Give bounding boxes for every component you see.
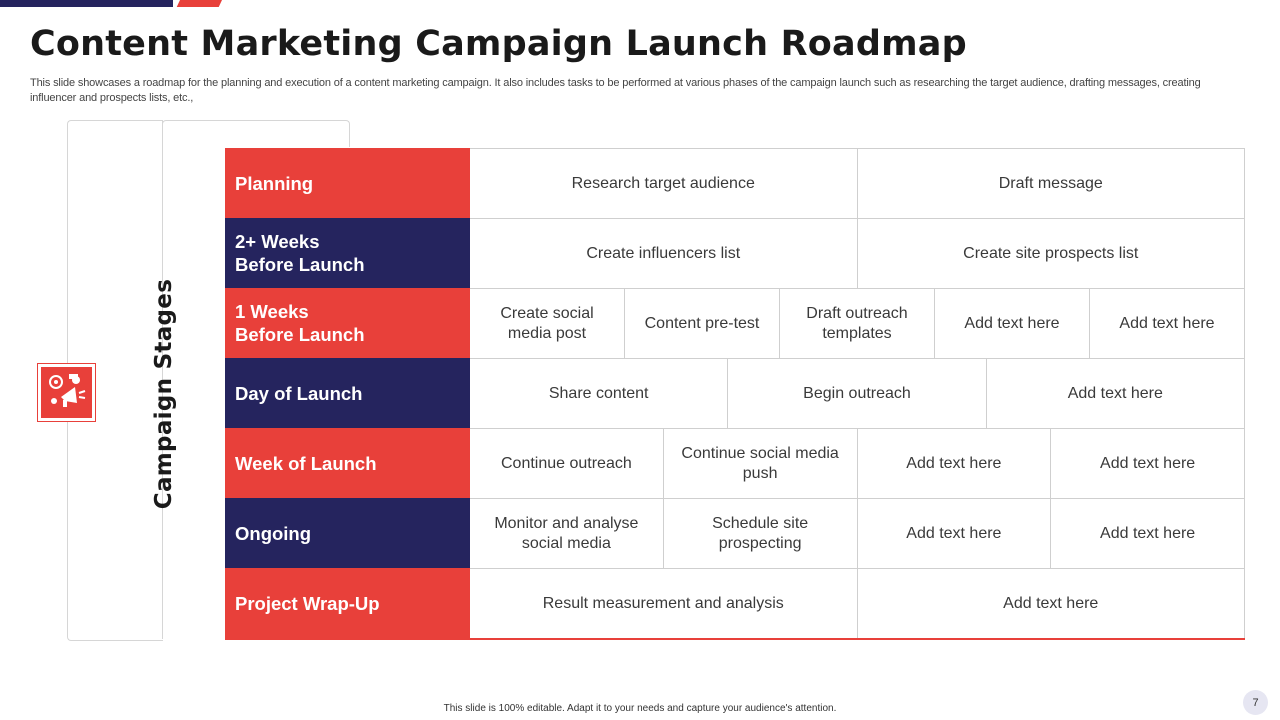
task-cell: Continue social media push	[664, 428, 858, 498]
roadmap-row	[225, 358, 1245, 428]
task-cells	[470, 288, 1245, 358]
task-cell: Add text here	[987, 358, 1245, 428]
page-title: Content Marketing Campaign Launch Roadmap	[30, 24, 967, 64]
task-cell: Add text here	[858, 568, 1246, 638]
page-number-badge: 7	[1243, 690, 1268, 715]
stage-label: 2+ Weeks Before Launch	[225, 218, 470, 288]
task-cell: Create influencers list	[470, 218, 858, 288]
task-cell: Schedule site prospecting	[664, 498, 858, 568]
campaign-icon-frame	[37, 363, 96, 422]
roadmap-row	[225, 218, 1245, 288]
task-cell: Draft message	[858, 148, 1246, 218]
task-cell: Begin outreach	[728, 358, 986, 428]
header-accent-bar-red	[177, 0, 222, 7]
task-cell: Add text here	[1051, 498, 1245, 568]
roadmap-row	[225, 498, 1245, 568]
footer-note: This slide is 100% editable. Adapt it to your needs and capture your audience's attention.	[443, 703, 837, 714]
roadmap-row	[225, 568, 1245, 638]
task-cell: Continue outreach	[470, 428, 664, 498]
task-cells	[470, 568, 1245, 638]
stage-label: Project Wrap-Up	[225, 568, 470, 638]
campaign-megaphone-icon	[41, 367, 92, 418]
campaign-stages-label: Campaign Stages	[151, 278, 177, 510]
stage-label: Planning	[225, 148, 470, 218]
header-accent-bar-navy	[0, 0, 173, 7]
task-cell: Result measurement and analysis	[470, 568, 858, 638]
task-cells	[470, 358, 1245, 428]
roadmap-grid	[225, 148, 1245, 640]
task-cell: Content pre-test	[625, 288, 780, 358]
task-cell: Draft outreach templates	[780, 288, 935, 358]
task-cell: Add text here	[858, 498, 1052, 568]
task-cells	[470, 218, 1245, 288]
roadmap-row	[225, 288, 1245, 358]
task-cells	[470, 148, 1245, 218]
task-cells	[470, 498, 1245, 568]
task-cell: Share content	[470, 358, 728, 428]
task-cell: Add text here	[1090, 288, 1245, 358]
task-cell: Add text here	[858, 428, 1052, 498]
task-cell: Research target audience	[470, 148, 858, 218]
stages-bracket-cap	[162, 120, 350, 147]
roadmap-row	[225, 148, 1245, 218]
task-cell: Create site prospects list	[858, 218, 1246, 288]
task-cell: Create social media post	[470, 288, 625, 358]
stage-label: 1 Weeks Before Launch	[225, 288, 470, 358]
page-subtitle: This slide showcases a roadmap for the planning and execution of a content marketing campaign. It also includes tasks to be performed at various phases of the campaign launch such as researching the target audience, drafting messages, creating influencer and prospects lists, etc.,	[30, 77, 1201, 104]
task-cell: Add text here	[1051, 428, 1245, 498]
stage-label: Day of Launch	[225, 358, 470, 428]
stage-label: Ongoing	[225, 498, 470, 568]
task-cell: Monitor and analyse social media	[470, 498, 664, 568]
stage-label: Week of Launch	[225, 428, 470, 498]
roadmap-row	[225, 428, 1245, 498]
task-cell: Add text here	[935, 288, 1090, 358]
task-cells	[470, 428, 1245, 498]
